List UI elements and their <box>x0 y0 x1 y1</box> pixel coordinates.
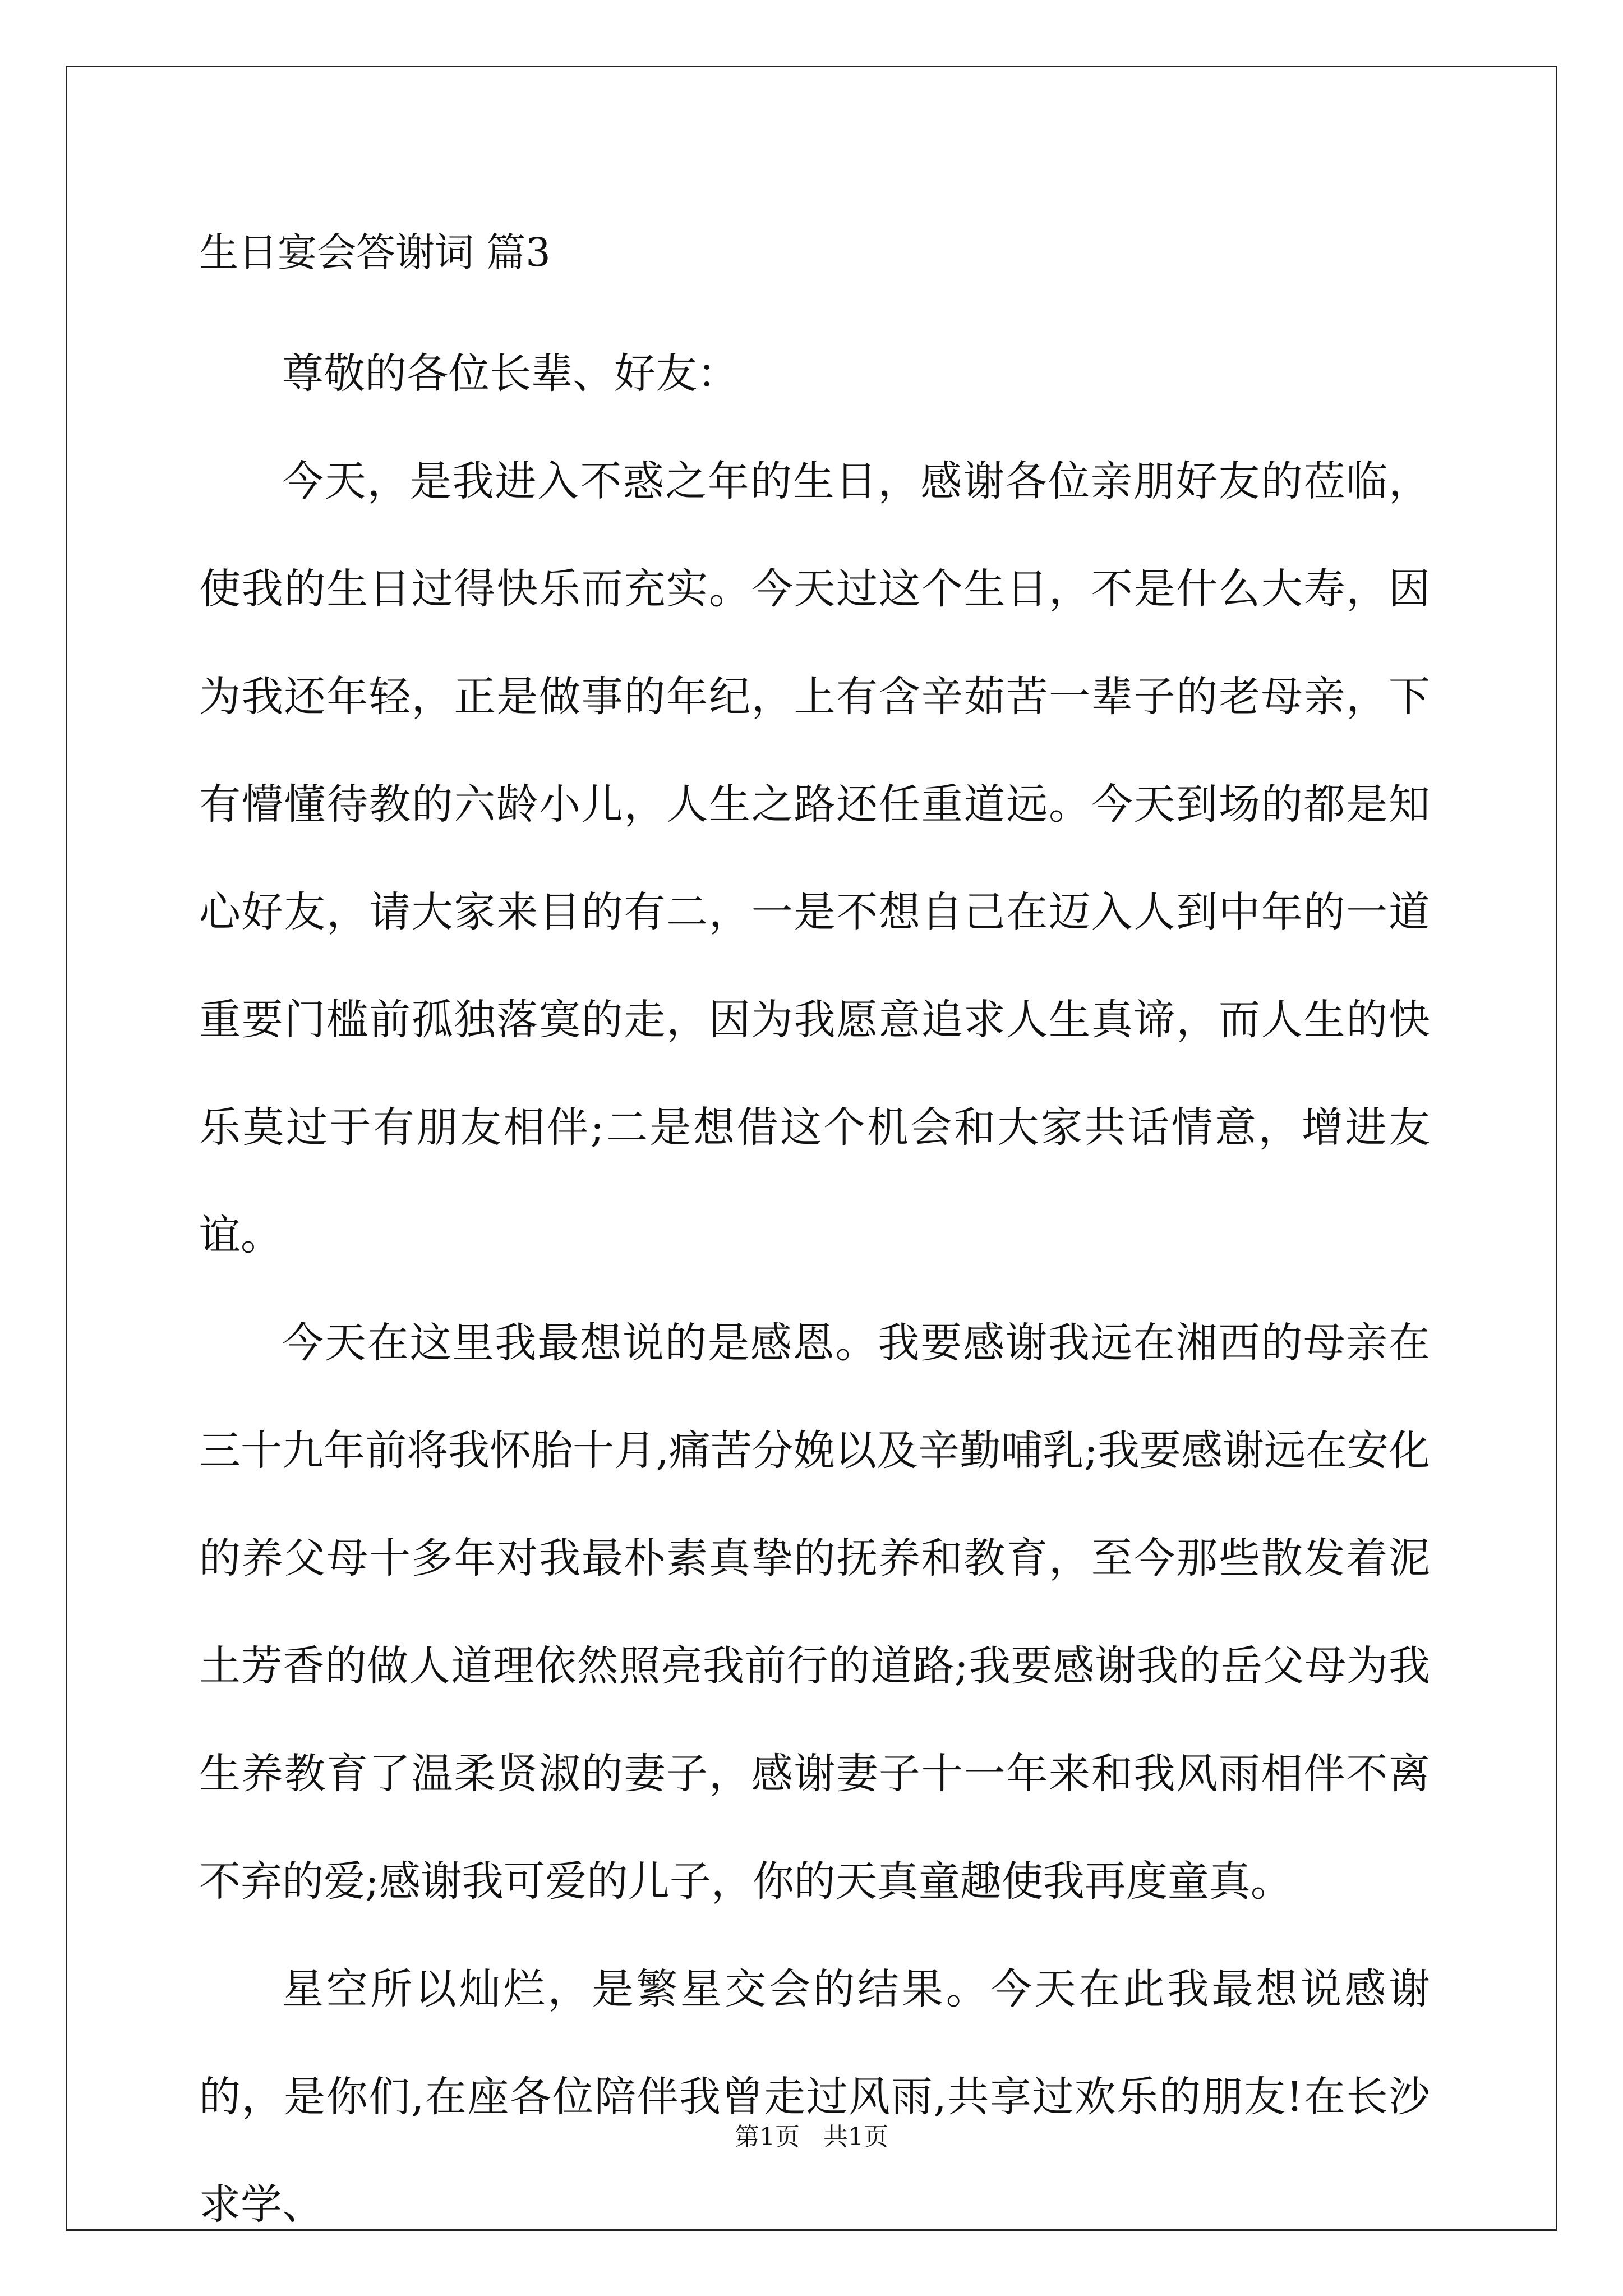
paragraph-gratitude: 今天在这里我最想说的是感恩。我要感谢我远在湘西的母亲在三十九年前将我怀胎十月,痛苦分娩以及辛勤哺乳;我要感谢远在安化的养父母十多年对我最朴素真挚的抚养和教育，至今那些散发着泥土芳香的做人道理依然照亮我前行的道路;我要感谢我的岳父母为我生养教育了温柔贤淑的妻子，感谢妻子十一年来和我风雨相伴不离不弃的爱;感谢我可爱的儿子，你的天真童趣使我再度童真。 <box>199 1319 1430 1906</box>
document-title: 生日宴会答谢词 篇3 <box>199 229 551 275</box>
paragraph-friends: 星空所以灿烂，是繁星交会的结果。今天在此我最想说感谢的，是你们,在座各位陪伴我曾走过风雨,共享过欢乐的朋友!在长沙求学、 <box>199 1965 1430 2229</box>
paragraph-salutation: 尊敬的各位长辈、好友： <box>282 349 739 398</box>
page-footer: 第1页 共1页 <box>735 2123 888 2151</box>
paragraph-birthday-thanks: 今天，是我进入不惑之年的生日，感谢各位亲朋好友的莅临，使我的生日过得快乐而充实。今天过这个生日，不是什么大寿，因为我还年轻，正是做事的年纪，上有含辛茹苦一辈子的老母亲，下有懵懂待教的六龄小儿，人生之路还任重道远。今天到场的都是知心好友，请大家来目的有二，一是不想自己在迈入人到中年的一道重要门槛前孤独落寞的走，因为我愿意追求人生真谛，而人生的快乐莫过于有朋友相伴;二是想借这个机会和大家共话情意，增进友谊。 <box>199 457 1430 1259</box>
document-body <box>199 222 1430 2258</box>
